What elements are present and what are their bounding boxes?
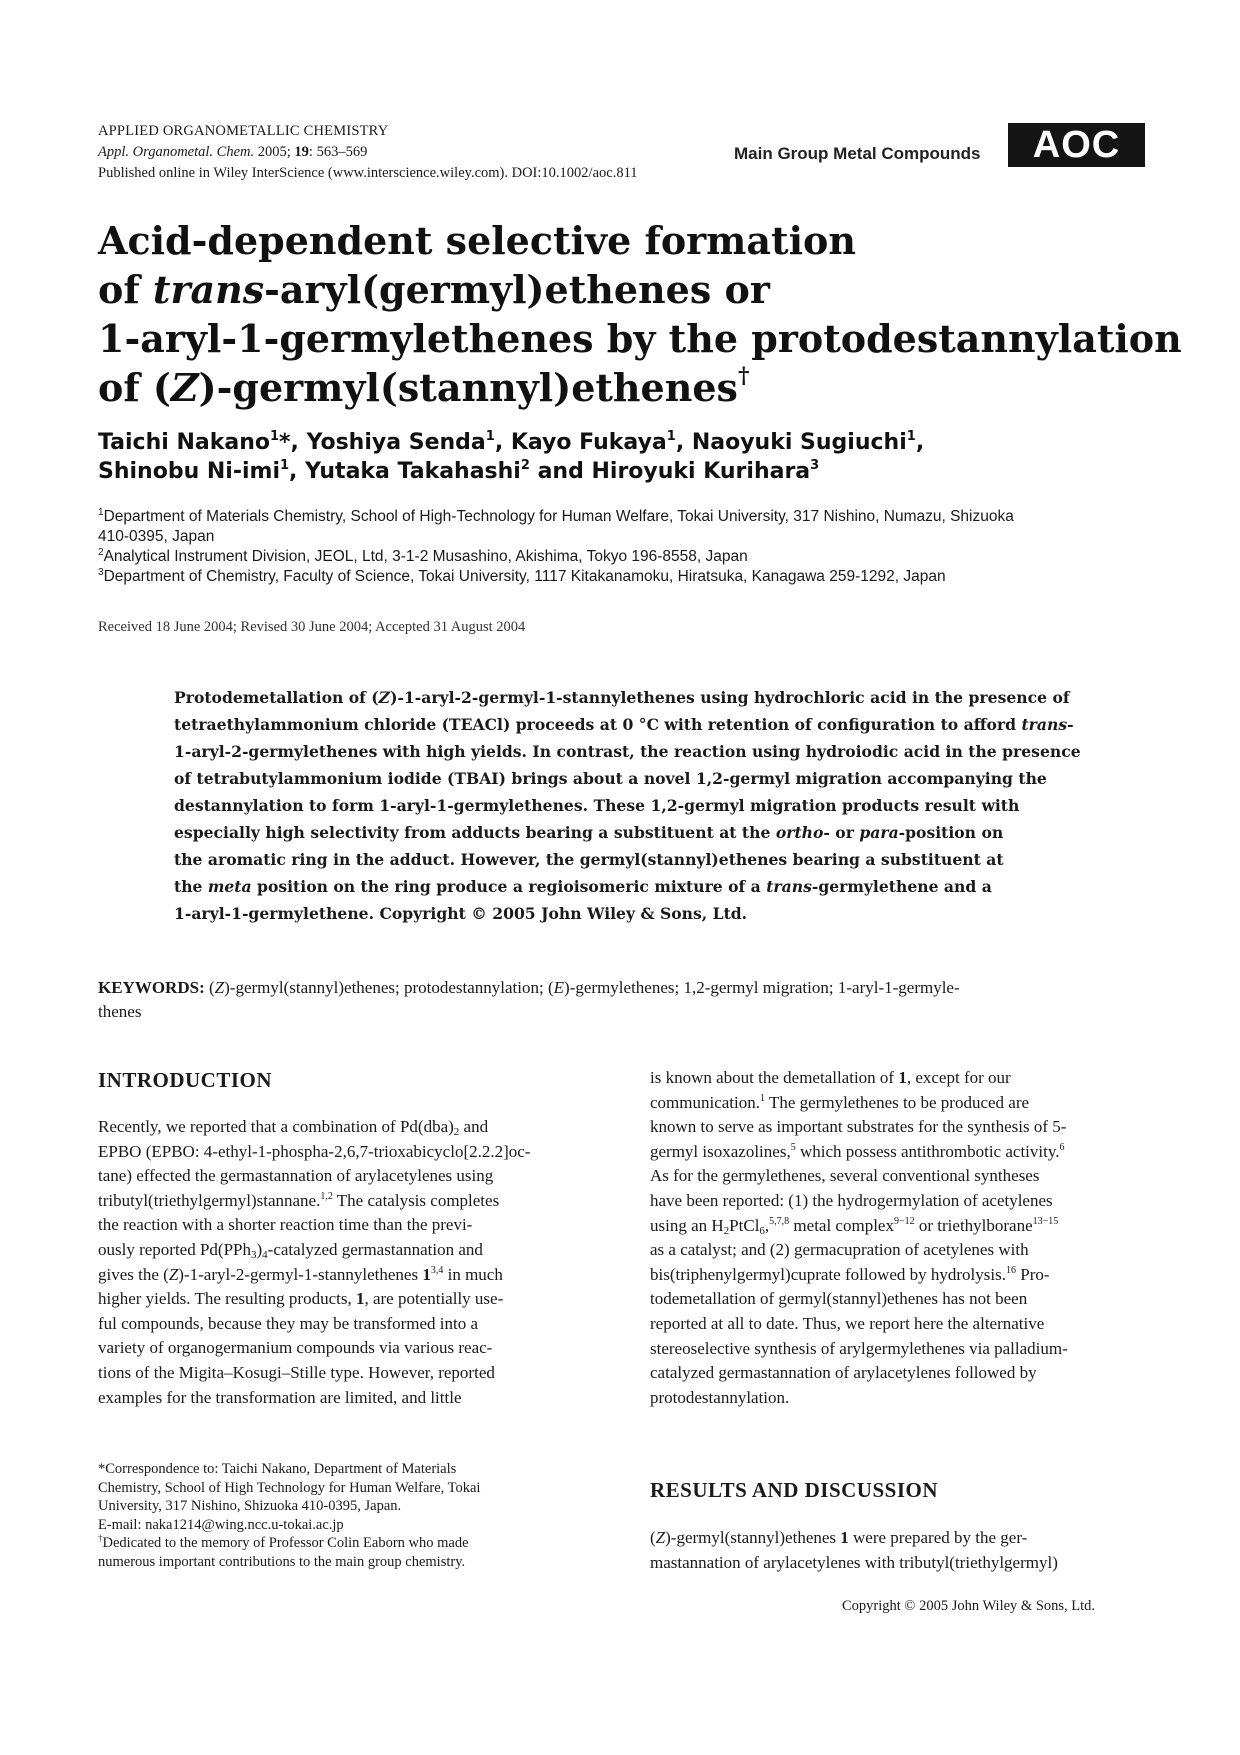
article-title — [98, 216, 1182, 412]
publication-info: Published online in Wiley InterScience (www.interscience.wiley.com). DOI:10.1002/aoc.811 — [98, 165, 638, 181]
keywords: KEYWORDS: (Z)-germyl(stannyl)ethenes; protodestannylation; (E)-germylethenes; 1,2-germyl migration; 1-aryl-1-germyle- thenes — [98, 978, 960, 1021]
author-name: Yoshiya Senda — [306, 430, 486, 455]
keywords-label: KEYWORDS: — [98, 978, 205, 997]
correspondence-email: E-mail: naka1214@wing.ncc.u-tokai.ac.jp — [98, 1516, 344, 1533]
affiliation: $^1$Department of Materials Chemistry, School of High-Technology for Human Welfare, Tokai University, 317 Nishino, Numazu, Shizuoka — [98, 507, 1014, 525]
author-name: Hiroyuki Kurihara — [591, 459, 811, 484]
title-line: of (Z)-germyl(stannyl)ethenes† — [98, 363, 750, 410]
introduction-section — [98, 1068, 600, 1093]
introduction-continued: is known about the demetallation of 1, except for our communication.$^1$ The germylethenes to be produced are known to serve as important substrates for the synthesis of 5- germyl isoxazolines,$^5$ which possess antithrombotic activity.$^6$ As for the germylethenes, several conventional syntheses have been reported: (1) the hydrogermylation of acetylenes using an $H_2PtCl_6,^{5,7,8}$ metal complex$^{9-12}$ or triethylborane$^{13-15}$ as a catalyst; and (2) germacupration of acetylenes with bis(triphenylgermyl)cuprate followed by hydrolysis.$^{16}$ Pro- todemetallation of germyl(stannyl)ethenes has not been reported at all to date. Thus, we report here the alternative stereoselective synthesis of arylgermylethenes via palladium- catalyzed germastannation of arylacetylenes followed by protodestannylation. — [650, 1068, 1068, 1407]
author-name: Naoyuki Sugiuchi — [691, 430, 907, 455]
section-heading: INTRODUCTION — [98, 1068, 273, 1092]
copyright-footer: Copyright © 2005 John Wiley & Sons, Ltd. — [842, 1598, 1096, 1614]
affiliation: $^2$Analytical Instrument Division, JEOL, Ltd, 3-1-2 Musashino, Akishima, Tokyo 196-8558, Japan — [98, 547, 748, 565]
section-label: Main Group Metal Compounds — [734, 144, 981, 163]
author-name: Taichi Nakano — [98, 430, 270, 455]
results-section — [650, 1478, 1148, 1503]
received-dates: Received 18 June 2004; Revised 30 June 2004; Accepted 31 August 2004 — [98, 619, 526, 635]
title-line: of trans-aryl(germyl)ethenes or — [98, 267, 770, 312]
section-heading: RESULTS AND DISCUSSION — [650, 1478, 938, 1502]
footnotes: *Correspondence to: Taichi Nakano, Department of Materials Chemistry, School of High Technology for Human Welfare, Tokai University, 317 Nishino, Shizuoka 410-0395, Japan. E-mail: naka1214@wing.ncc.u-tokai.ac.jp †Dedicated to the memory of Professor Colin Eaborn who made numerous important contributions to the main group chemistry. — [98, 1459, 600, 1571]
title-line: Acid-dependent selective formation — [98, 218, 856, 263]
journal-citation: Appl. Organometal. Chem. 2005; 19: 563–569 — [98, 144, 368, 160]
introduction-body: Recently, we reported that a combination of $Pd(dba)_2$ and EPBO (EPBO: 4-ethyl-1-phospha-2,6,7-trioxabicyclo[2.2.2]oc- tane) effected the germastannation of arylacetylenes using tributyl(triethylgermyl)stannane.$^{1,2}$ The catalysis completes the reaction with a shorter reaction time than the previ- ously reported $Pd(PPh_3)_4$-catalyzed germastannation and gives the (Z)-1-aryl-2-germyl-1-stannylethenes 1$^{3,4}$ in much higher yields. The resulting products, 1, are potentially use- ful compounds, because they may be transformed into a variety of organogermanium compounds via various reac- tions of the Migita–Kosugi–Stille type. However, reported examples for the transformation are limited, and little — [98, 1117, 531, 1407]
author-name: Kayo Fukaya — [510, 430, 667, 455]
dagger-mark: † — [737, 363, 750, 389]
results-body: (Z)-germyl(stannyl)ethenes 1 were prepared by the ger- mastannation of arylacetylenes with tributyl(triethylgermyl) — [650, 1528, 1058, 1572]
author-name: Shinobu Ni-imi — [98, 459, 280, 484]
journal-name: APPLIED ORGANOMETALLIC CHEMISTRY — [98, 123, 389, 139]
author-name: Yutaka Takahashi — [305, 459, 521, 484]
affiliations: $^1$Department of Materials Chemistry, School of High-Technology for Human Welfare, Tokai University, 317 Nishino, Numazu, Shizuoka 410-0395, Japan $^2$Analytical Instrument Division, JEOL, Ltd, 3-1-2 Musashino, Akishima, Tokyo 196-8558, Japan $^3$Department of Chemistry, Faculty of Science, Tokai University, 1117 Kitakanamoku, Hiratsuka, Kanagawa 259-1292, Japan — [98, 507, 1148, 587]
affiliation: $^3$Department of Chemistry, Faculty of Science, Tokai University, 1117 Kitakanamoku, Hiratsuka, Kanagawa 259-1292, Japan — [98, 567, 946, 585]
aoc-logo: AOC — [1008, 123, 1145, 167]
title-line: 1-aryl-1-germylethenes by the protodestannylation — [98, 316, 1182, 361]
abstract: Protodemetallation of (Z)-1-aryl-2-germyl-1-stannylethenes using hydrochloric acid in the presence of tetraethylammonium chloride (TEACl) proceeds at 0 °C with retention of configuration to afford trans- 1-aryl-2-germylethenes with high yields. In contrast, the reaction using hydroiodic acid in the presence of tetrabutylammonium iodide (TBAI) brings about a novel 1,2-germyl migration accompanying the destannylation to form 1-aryl-1-germylethenes. These 1,2-germyl migration products result with especially high selectivity from adducts bearing a substituent at the ortho- or para-position on the aromatic ring in the adduct. However, the germyl(stannyl)ethenes bearing a substituent at the meta position on the ring produce a regioisomeric mixture of a trans-germylethene and a 1-aryl-1-germylethene. Copyright © 2005 John Wiley & Sons, Ltd. — [174, 688, 1081, 923]
author-list: Taichi Nakano$^1$*, Yoshiya Senda$^1$, Kayo Fukaya$^1$, Naoyuki Sugiuchi$^1$, Shinobu Ni-imi$^1$, Yutaka Takahashi$^2$ and Hiroyuki Kurihara$^3$ — [98, 429, 925, 484]
